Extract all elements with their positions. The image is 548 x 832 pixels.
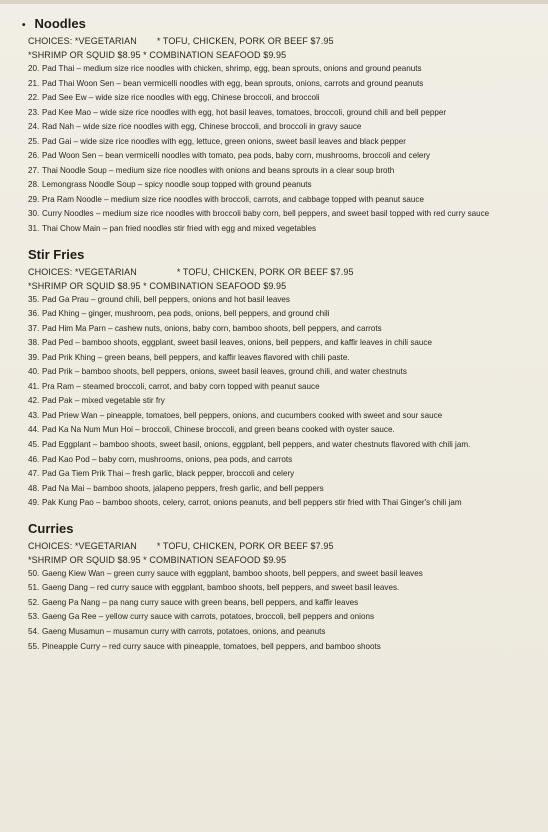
menu-item (28, 178, 528, 193)
menu-item-description: Pineapple Curry – red curry sauce with pineapple, tomatoes, bell peppers, and bamboo shoots (42, 641, 381, 651)
menu-item-description: Pad Na Mai – bamboo shoots, jalapeno peppers, fresh garlic, and bell peppers (42, 483, 324, 493)
menu-item-description: Lemongrass Noodle Soup – spicy noodle soup topped with ground peanuts (42, 180, 312, 190)
menu-item-description: Pad Kao Pod – baby corn, mushrooms, onions, pea pods, and carrots (42, 454, 293, 464)
menu-item (28, 222, 528, 237)
menu-item-number: 23. (28, 107, 40, 117)
menu-item (28, 467, 528, 482)
menu-item-number: 22. (28, 93, 40, 103)
menu-item-number: 53. (28, 612, 40, 622)
menu-item (28, 482, 528, 497)
menu-item (28, 567, 528, 582)
choices-tofu-chicken-pork-beef: * TOFU, CHICKEN, PORK OR BEEF $7.95 (156, 36, 334, 46)
menu-item (28, 207, 526, 222)
menu-item-description: Pad Kee Mao – wide size rice noodles with egg, hot basil leaves, tomatoes, broccoli, ground chili and bell pepper (42, 107, 447, 117)
menu-item-number: 54. (28, 626, 40, 636)
menu-item-description: Gaeng Ga Ree – yellow curry sauce with carrots, potatoes, broccoli, bell peppers and onions (42, 612, 375, 622)
choices-line (28, 539, 528, 553)
menu-item-description: Pad Thai – medium size rice noodles with chicken, shrimp, egg, bean sprouts, onions and ground peanuts (42, 64, 422, 73)
page-edge (0, 0, 548, 4)
menu-item-number: 45. (28, 440, 40, 450)
menu-item-description: Gaeng Musamun – musamun curry with carrots, potatoes, onions, and peanuts (42, 626, 326, 636)
menu-item-description: Pra Ram Noodle – medium size rice noodles with broccoli, carrots, and cabbage topped with peanut sauce (42, 194, 424, 204)
menu-item-number: 49. (28, 498, 40, 508)
menu-item-description: Pad Him Ma Parn – cashew nuts, onions, baby corn, bamboo shoots, bell peppers, and carrots (42, 323, 382, 333)
menu-item (28, 106, 528, 121)
choices-vegetarian: CHOICES: *VEGETARIAN (28, 266, 137, 277)
menu-item-number: 24. (28, 122, 40, 132)
menu-item-description: Pad Ga Tiem Prik Thai – fresh garlic, black pepper, broccoli and celery (42, 469, 295, 479)
menu-item-number: 37. (28, 323, 40, 333)
menu-item-description: Gaeng Pa Nang – pa nang curry sauce with green beans, bell peppers, and kaffir leaves (42, 597, 359, 607)
menu-item-number: 20. (28, 64, 40, 73)
menu-item-description: Pad Prik – bamboo shoots, bell peppers, onions, sweet basil leaves, ground chili, and water chestnuts (42, 367, 407, 377)
menu-item (28, 322, 528, 337)
menu-item (28, 581, 528, 596)
menu-item-number: 51. (28, 583, 40, 593)
menu-item-number: 35. (28, 294, 40, 304)
menu-item (28, 135, 528, 150)
menu-item-description: Pad Ga Prau – ground chili, bell peppers, onions and hot basil leaves (42, 294, 290, 304)
menu-item-description: Pad Gai – wide size rice noodles with egg, lettuce, green onions, sweet basil leaves and black pepper (42, 136, 406, 146)
section-title-text: Stir Fries (28, 246, 85, 262)
menu-item (28, 149, 528, 164)
section-title-text: Curries (28, 520, 74, 536)
menu-item-number: 52. (28, 597, 40, 607)
choices-vegetarian: CHOICES: *VEGETARIAN (28, 540, 137, 551)
menu-item (28, 307, 528, 322)
menu-item (28, 164, 528, 179)
section-title (28, 245, 528, 265)
menu-item (28, 77, 528, 92)
menu-item-number: 42. (28, 396, 40, 406)
menu-item (28, 409, 528, 424)
menu-item-description: Pad Woon Sen – bean vermicelli noodles with tomato, pea pods, baby corn, mushrooms, broccoli and celery (42, 151, 431, 161)
menu-item-description: Rad Nah – wide size rice noodles with egg, Chinese broccoli, and broccoli in gravy sauce (42, 122, 362, 132)
menu-item (28, 293, 528, 308)
menu-item-description: Pad Ped – bamboo shoots, eggplant, sweet basil leaves, onions, bell peppers, and kaffir leaves in chili sauce (42, 338, 432, 348)
choices-tofu-chicken-pork-beef: * TOFU, CHICKEN, PORK OR BEEF $7.95 (176, 266, 354, 277)
menu-item-description: Gaeng Dang – red curry sauce with eggplant, bamboo shoots, bell peppers, and sweet basil leaves. (42, 583, 400, 593)
menu-item (28, 365, 528, 380)
section-curries (28, 519, 528, 654)
choices-tofu-chicken-pork-beef: * TOFU, CHICKEN, PORK OR BEEF $7.95 (156, 540, 334, 551)
menu-item-number: 40. (28, 367, 40, 377)
menu-item (28, 120, 528, 135)
menu-item (28, 423, 528, 438)
menu-item-description: Pad See Ew – wide size rice noodles with egg, Chinese broccoli, and broccoli (42, 93, 320, 103)
choices-seafood-line: *SHRIMP OR SQUID $8.95 * COMBINATION SEAFOOD $9.95 (28, 280, 287, 291)
menu-item (28, 380, 528, 395)
menu-item-number: 48. (28, 483, 40, 493)
menu-item-number: 50. (28, 568, 40, 578)
menu-item-number: 44. (28, 425, 40, 435)
menu-item-number: 46. (28, 454, 40, 464)
menu-item-description: Pad Pak – mixed vegetable stir fry (42, 396, 165, 406)
menu-item-number: 28. (28, 180, 40, 190)
menu-item-description: Pad Prik Khing – green beans, bell peppers, and kaffir leaves flavored with chili paste. (42, 352, 350, 362)
menu-item (28, 394, 528, 409)
menu-item-description: Pra Ram – steamed broccoli, carrot, and baby corn topped with peanut sauce (42, 381, 320, 391)
menu-item (28, 336, 528, 351)
menu-item-number: 30. (28, 209, 40, 219)
menu-item (28, 640, 528, 655)
menu-item (28, 496, 528, 511)
menu-item-description: Thai Chow Main – pan fried noodles stir fried with egg and mixed vegetables (42, 224, 316, 234)
section-noodles (22, 14, 528, 237)
menu-item-number: 47. (28, 469, 40, 479)
menu-item (28, 193, 528, 208)
menu-item (28, 453, 528, 468)
menu-item-number: 43. (28, 410, 40, 420)
menu-item-number: 55. (28, 641, 40, 651)
bullet-icon: • (22, 20, 26, 31)
menu-item (28, 351, 528, 366)
section-stir-fries (28, 245, 528, 511)
menu-item-number: 39. (28, 352, 40, 362)
menu-item-number: 25. (28, 136, 40, 146)
choices-seafood-line: *SHRIMP OR SQUID $8.95 * COMBINATION SEAFOOD $9.95 (28, 554, 287, 565)
section-title (28, 519, 528, 539)
choices-vegetarian: CHOICES: *VEGETARIAN (28, 36, 137, 46)
menu-item-number: 26. (28, 151, 40, 161)
menu-item-number: 29. (28, 194, 40, 204)
section-title-text: Noodles (34, 16, 86, 31)
section-title (22, 14, 528, 34)
choices-line (28, 34, 528, 48)
menu-item-description: Pad Khing – ginger, mushroom, pea pods, onions, bell peppers, and ground chili (42, 309, 330, 319)
menu-item-number: 38. (28, 338, 40, 348)
menu-item-description: Thai Noodle Soup – medium size rice noodles with onions and beans sprouts in a clear soup broth (42, 165, 395, 175)
menu-item (28, 625, 528, 640)
menu-item-description: Pak Kung Pao – bamboo shoots, celery, carrot, onions peanuts, and bell peppers stir fried with Thai Ginger's chili jam (42, 498, 462, 508)
menu-content (22, 14, 528, 654)
menu-item (28, 62, 528, 77)
menu-item (28, 596, 528, 611)
menu-item-number: 21. (28, 78, 40, 88)
menu-item-number: 36. (28, 309, 40, 319)
menu-item-description: Pad Priew Wan – pineapple, tomatoes, bell peppers, onions, and cucumbers cooked with sweet and sour sauce (42, 410, 443, 420)
choices-line (28, 265, 528, 279)
choices-seafood-line: *SHRIMP OR SQUID $8.95 * COMBINATION SEAFOOD $9.95 (28, 50, 287, 60)
menu-item-description: Pad Thai Woon Sen – bean vermicelli noodles with egg, bean sprouts, onions, carrots and ground peanuts (42, 78, 424, 88)
menu-item (28, 91, 528, 106)
menu-item (28, 438, 528, 453)
menu-item-number: 27. (28, 165, 40, 175)
menu-item-description: Pad Ka Na Num Mun Hoi – broccoli, Chinese broccoli, and green beans cooked with oyster sauce. (42, 425, 395, 435)
menu-item-description: Pad Eggplant – bamboo shoots, sweet basil, onions, eggplant, bell peppers, and water chestnuts flavored with chili jam. (42, 440, 471, 450)
menu-item-number: 31. (28, 224, 40, 234)
menu-item-number: 41. (28, 381, 40, 391)
menu-item (28, 610, 528, 625)
menu-item-description: Gaeng Kiew Wan – green curry sauce with eggplant, bamboo shoots, bell peppers, and sweet basil leaves (42, 568, 423, 578)
menu-item-description: Curry Noodles – medium size rice noodles with broccoli baby corn, bell peppers, and sweet basil topped with red curry sauce (42, 209, 490, 219)
